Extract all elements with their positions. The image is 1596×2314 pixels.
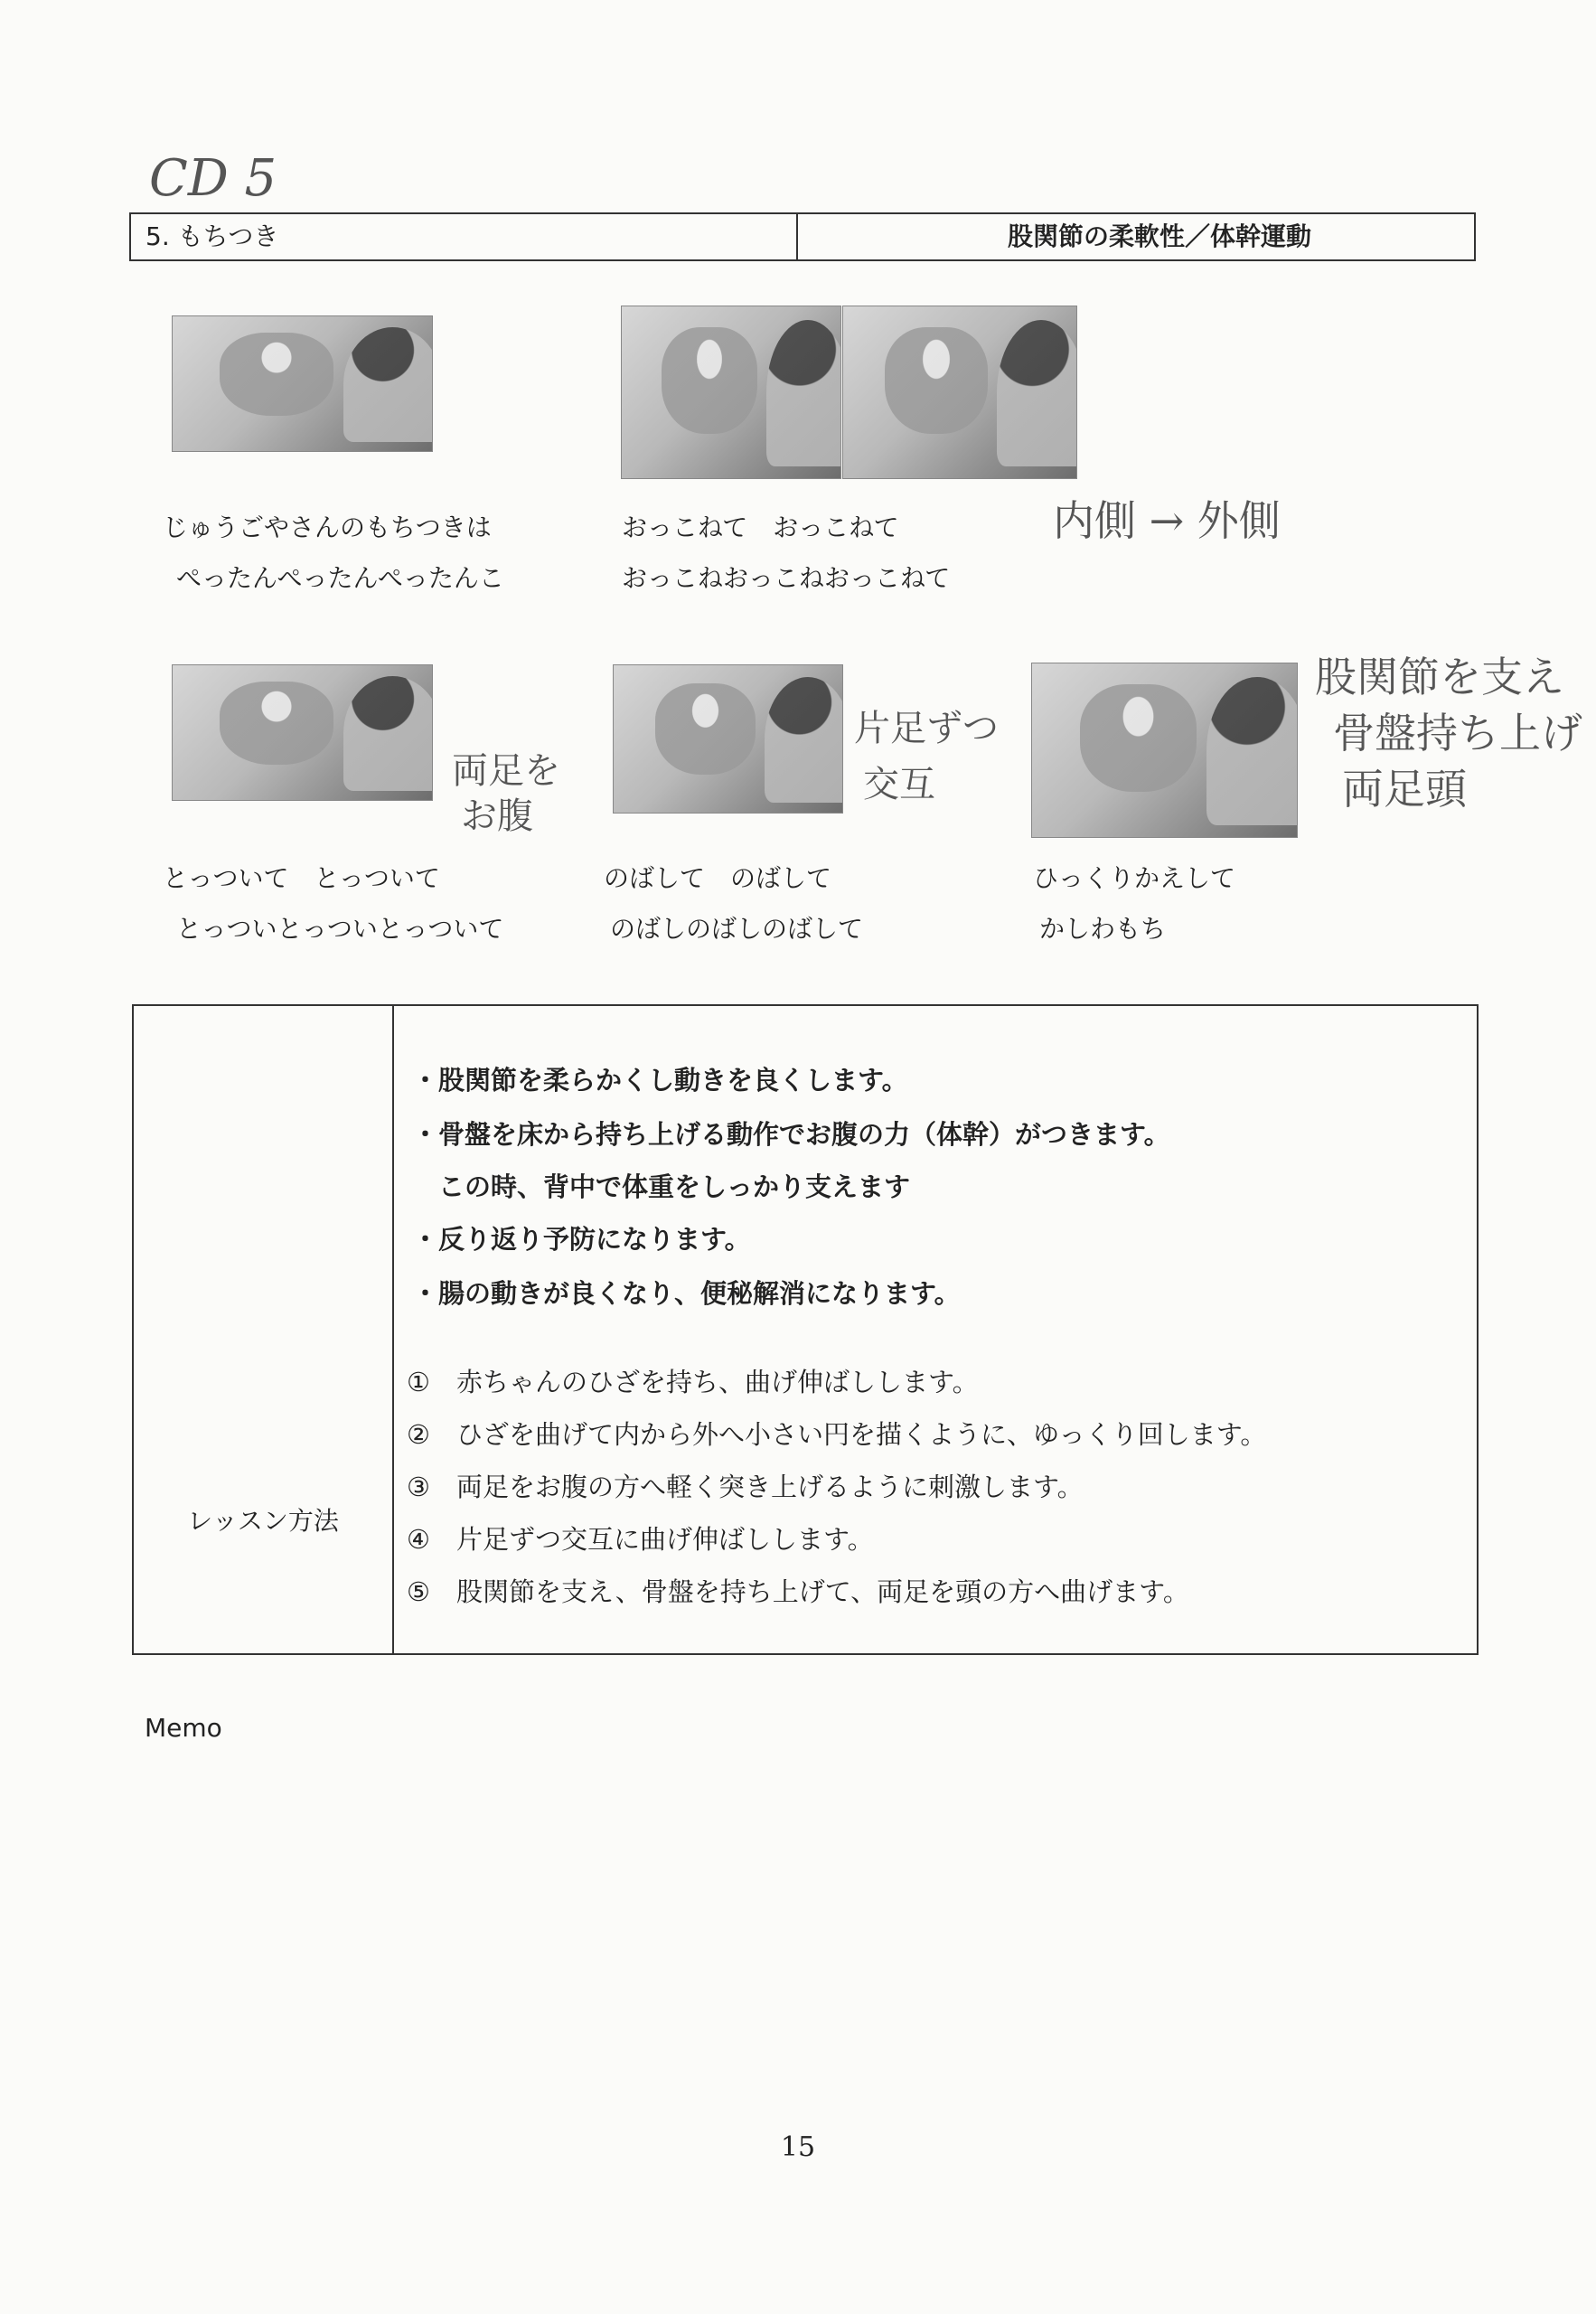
caption-tottsuite-line2: とっついとっついとっついて [176,914,504,944]
benefit-item: ・反り返り予防になります。 [412,1224,751,1255]
photo-tottsuite [172,664,433,801]
lesson-step: ① 赤ちゃんのひざを持ち、曲げ伸ばしします。 [407,1367,979,1397]
caption-okone-line2: おっこねおっこねおっこねて [622,563,951,593]
photo-okone-2 [842,306,1077,479]
photo-okone-1 [621,306,841,479]
photo-nobashite [613,664,843,814]
caption-okone-line1: おっこねて おっこねて [622,513,899,542]
caption-tottsuite-line1: とっついて とっついて [163,863,440,893]
handwritten-note-hip-support: 股関節を支え 骨盤持ち上げ 両足頭 [1315,653,1582,814]
caption-mochi-line1: じゅうごやさんのもちつきは [163,513,492,542]
handwritten-note-both-legs: 両足を お腹 [452,750,560,837]
lesson-content [394,1006,1477,1653]
lesson-table [132,1004,1479,1655]
lesson-step: ⑤ 股関節を支え、骨盤を持ち上げて、両足を頭の方へ曲げます。 [407,1576,1189,1607]
photo-hikkurikaeshite [1031,663,1298,838]
lesson-step: ② ひざを曲げて内から外へ小さい円を描くように、ゆっくり回します。 [407,1419,1267,1450]
page-number: 15 [780,2131,816,2163]
handwritten-note-inside-outside: 内側 → 外側 [1053,496,1281,545]
handwritten-cd-label: CD 5 [149,149,277,208]
photo-mochi-1 [172,315,433,452]
section-title: 5. もちつき [131,214,798,259]
lesson-step: ④ 片足ずつ交互に曲げ伸ばしします。 [407,1524,874,1555]
benefit-item: ・骨盤を床から持ち上げる動作でお腹の力（体幹）がつきます。 [412,1119,1170,1150]
benefit-item: ・股関節を柔らかくし動きを良くします。 [412,1065,908,1096]
caption-hikkuri-line1: ひっくりかえして [1033,863,1236,893]
caption-hikkuri-line2: かしわもち [1039,914,1167,944]
caption-nobashite-line2: のばしのばしのばして [610,914,864,944]
lesson-step: ③ 両足をお腹の方へ軽く突き上げるように刺激します。 [407,1472,1084,1502]
lesson-method-label: レッスン方法 [134,1006,394,1653]
handwritten-note-one-leg: 片足ずつ 交互 [854,708,999,805]
caption-nobashite-line1: のばして のばして [604,863,832,893]
section-header [129,212,1476,261]
memo-label: Memo [145,1713,222,1743]
caption-mochi-line2: ぺったんぺったんぺったんこ [176,563,504,593]
benefit-item: ・腸の動きが良くなり、便秘解消になります。 [412,1278,961,1309]
benefit-item: この時、背中で体重をしっかり支えます [412,1171,911,1202]
section-category: 股関節の柔軟性／体幹運動 [1007,221,1311,251]
